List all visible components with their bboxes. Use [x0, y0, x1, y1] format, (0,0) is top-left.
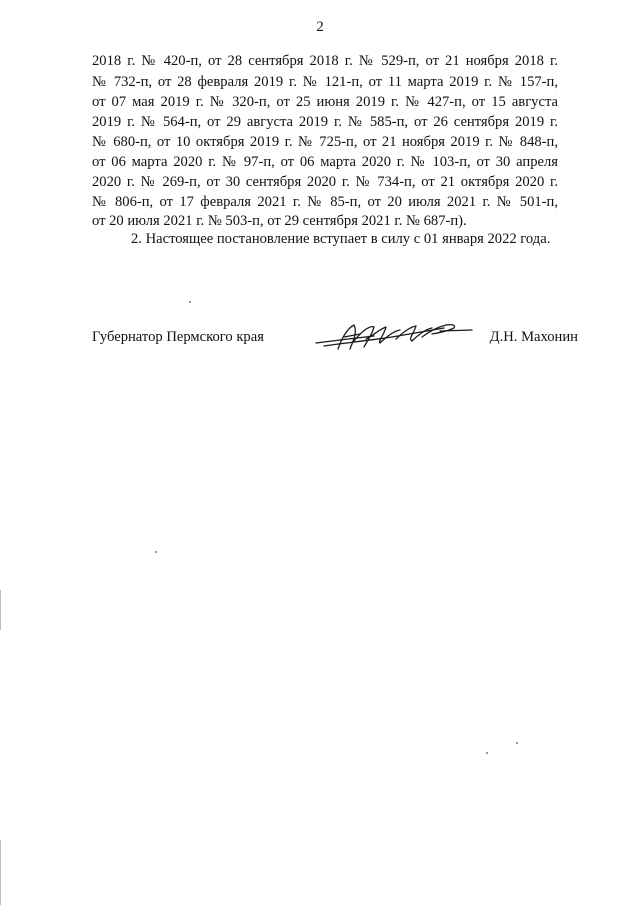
- signer-name: Д.Н. Махонин: [489, 329, 578, 345]
- paragraph-line: № 732-п, от 28 февраля 2019 г. № 121-п, от 11 марта 2019 г. № 157-п,: [92, 74, 558, 90]
- paragraph-line: № 806-п, от 17 февраля 2021 г. № 85-п, от 20 июля 2021 г. № 501-п,: [92, 194, 558, 210]
- clause-effective-date: 2. Настоящее постановление вступает в силу с 01 января 2022 года.: [131, 231, 551, 247]
- paragraph-line: 2020 г. № 269-п, от 30 сентября 2020 г. № 734-п, от 21 октября 2020 г.: [92, 174, 558, 190]
- scan-speck: [486, 752, 488, 754]
- paragraph-line: № 680-п, от 10 октября 2019 г. № 725-п, от 21 ноября 2019 г. № 848-п,: [92, 134, 558, 150]
- page-number: 2: [316, 19, 324, 35]
- paragraph-line: 2019 г. № 564-п, от 29 августа 2019 г. № 585-п, от 26 сентября 2019 г.: [92, 114, 558, 130]
- scan-speck: [155, 551, 157, 553]
- paragraph-line: от 07 мая 2019 г. № 320-п, от 25 июня 2019 г. № 427-п, от 15 августа: [92, 94, 558, 110]
- handwritten-signature: [314, 319, 474, 355]
- paragraph-line: 2018 г. № 420-п, от 28 сентября 2018 г. № 529-п, от 21 ноября 2018 г.: [92, 53, 558, 69]
- scan-speck: [516, 742, 518, 744]
- paragraph-line-last: от 20 июля 2021 г. № 503-п, от 29 сентября 2021 г. № 687-п).: [92, 213, 467, 229]
- scan-margin-mark: [0, 590, 1, 630]
- signer-position: Губернатор Пермского края: [92, 329, 264, 345]
- scan-speck: [189, 301, 191, 303]
- signature-block: [92, 327, 578, 367]
- scan-margin-mark: [0, 840, 1, 905]
- paragraph-line: от 06 марта 2020 г. № 97-п, от 06 марта 2020 г. № 103-п, от 30 апреля: [92, 154, 558, 170]
